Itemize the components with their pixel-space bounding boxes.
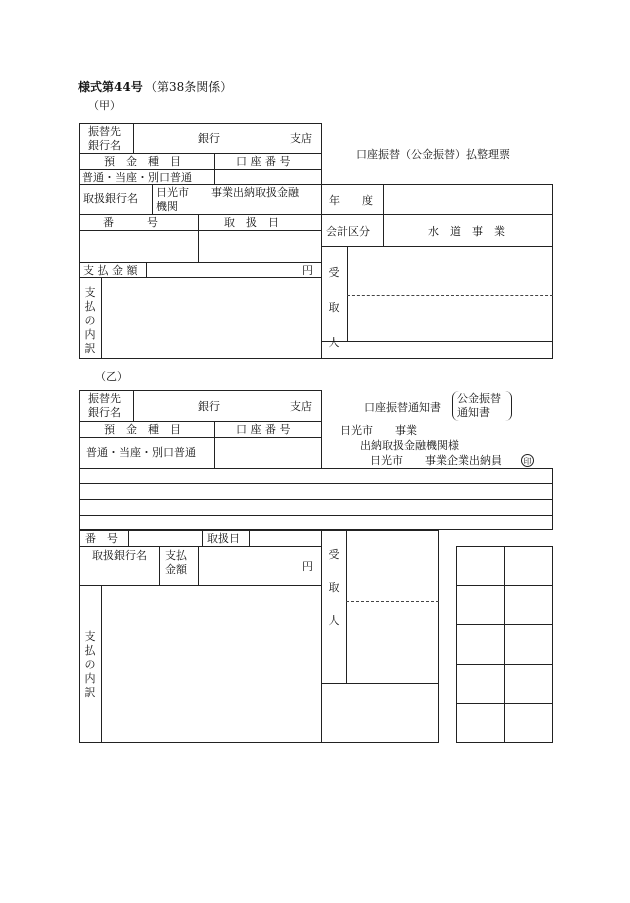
otsu-notice-bracket-line2: 通知書: [457, 406, 490, 419]
kou-furikae-bank-label: 振替先銀行名: [88, 125, 121, 152]
kou-deposit-type-label: 預 金 種 目: [104, 155, 181, 168]
kou-recipient-label: 受取人: [328, 266, 340, 349]
otsu-deposit-type-label: 預 金 種 目: [104, 423, 181, 436]
kou-right-table: [321, 184, 553, 359]
kou-account-number-label: 口 座 番 号: [236, 155, 291, 168]
kou-fiscal-year-label: 年 度: [329, 194, 373, 207]
otsu-sender-line: 日光市 事業企業出納員: [370, 454, 502, 467]
form-number: 様式第44号: [78, 80, 143, 94]
kou-doc-title: 口座振替（公金振替）払整理票: [356, 148, 510, 161]
kou-payment-breakdown-label: 支払の内訳: [84, 286, 96, 355]
kou-handling-bank-line2: 機関: [156, 200, 178, 213]
kou-deposit-types: 普通・当座・別口普通: [82, 171, 192, 184]
kou-handling-bank-line1: 日光市 事業出納取扱金融: [156, 186, 299, 199]
kou-accounting-value: 水 道 事 業: [428, 225, 505, 238]
otsu-handling-bank-label: 取扱銀行名: [92, 549, 147, 562]
otsu-number-label: 番 号: [85, 532, 118, 545]
kou-handling-bank-label: 取扱銀行名: [83, 192, 138, 205]
otsu-notice-bracket-line1: 公金振替: [457, 392, 501, 405]
otsu-addressee-line1: 日光市 事業: [340, 424, 417, 437]
otsu-account-number-label: 口 座 番 号: [236, 423, 291, 436]
otsu-bank-suffix: 銀行: [198, 400, 220, 413]
otsu-deposit-types: 普通・当座・別口普通: [86, 446, 196, 459]
otsu-handling-date-label: 取扱日: [207, 532, 240, 545]
kou-branch-suffix: 支店: [290, 132, 312, 145]
otsu-addressee-line2: 出納取扱金融機関様: [360, 439, 459, 452]
otsu-notice-title: 口座振替通知書: [364, 401, 441, 414]
form-kou-label: （甲）: [88, 99, 121, 112]
otsu-payment-breakdown-label: 支払の内訳: [84, 630, 96, 699]
otsu-recipient-label: 受取人: [328, 548, 340, 627]
otsu-branch-suffix: 支店: [290, 400, 312, 413]
seal-mark: 印: [521, 454, 534, 467]
otsu-yen: 円: [302, 560, 313, 573]
otsu-furikae-bank-label: 振替先銀行名: [88, 392, 121, 419]
kou-payment-amount-label: 支 払 金 額: [83, 264, 138, 277]
kou-bank-suffix: 銀行: [198, 132, 220, 145]
kou-number-label: 番 号: [103, 216, 158, 229]
otsu-payment-label: 支払金額: [165, 549, 187, 576]
kou-yen: 円: [302, 264, 313, 277]
kou-accounting-label: 会計区分: [326, 225, 370, 238]
form-relation: （第38条関係）: [145, 80, 233, 94]
form-otsu-label: （乙）: [95, 370, 128, 383]
kou-handling-date-label: 取 扱 日: [224, 216, 279, 229]
